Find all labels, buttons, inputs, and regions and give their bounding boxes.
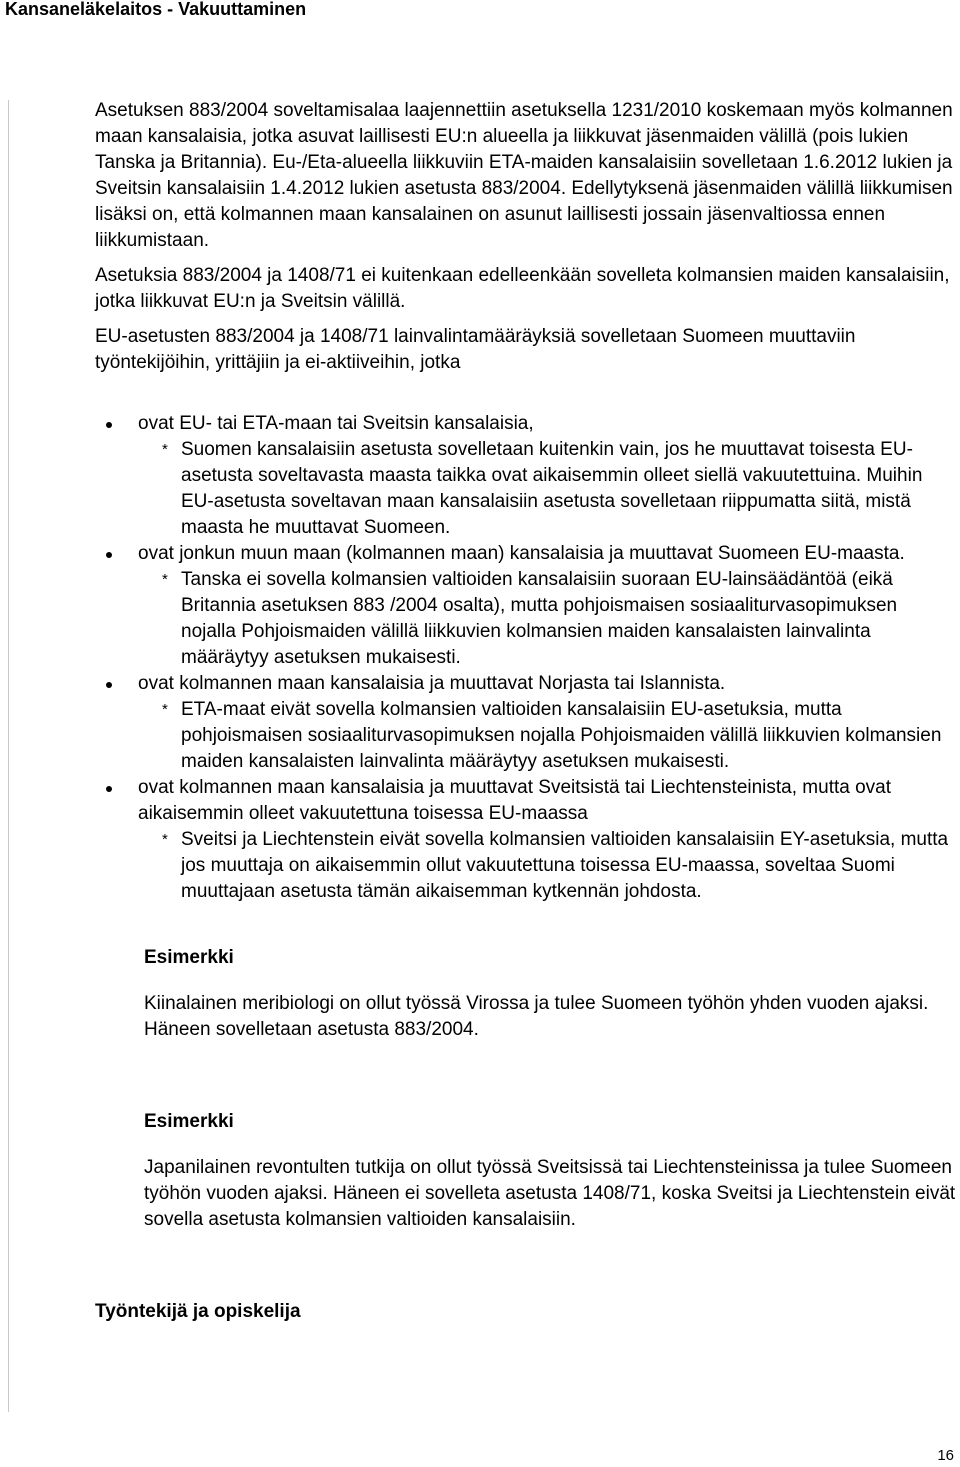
example-block <box>144 945 957 1043</box>
sub-list <box>138 437 957 541</box>
margin-rule <box>8 100 9 1412</box>
sub-list <box>138 697 957 775</box>
bullet-icon <box>106 682 112 688</box>
page-number: 16 <box>937 1447 954 1464</box>
list-item <box>95 671 957 775</box>
list-item-text: ovat jonkun muun maan (kolmannen maan) kansalaisia ja muuttavat Suomeen EU-maasta. <box>138 543 905 564</box>
page-header-title: Kansaneläkelaitos - Vakuuttaminen <box>5 0 307 19</box>
sub-list-item-text: ETA-maat eivät sovella kolmansien valtioiden kansalaisiin EU-asetuksia, mutta pohjoismaisen sosiaaliturvasopimuksen nojalla Pohjoismaiden välillä liikkuvien kolmansien maiden kansalaisten lainvalinta määräytyy asetuksen mukaisesti. <box>181 699 942 772</box>
section-heading: Työntekijä ja opiskelija <box>95 1301 301 1322</box>
bullet-icon <box>106 422 112 428</box>
sub-list-item <box>138 827 957 905</box>
asterisk-icon: * <box>162 571 168 588</box>
sub-list <box>138 827 957 905</box>
sub-list-item <box>138 567 957 671</box>
list-item <box>95 541 957 671</box>
list-item <box>95 411 957 541</box>
list-item <box>95 775 957 905</box>
asterisk-icon: * <box>162 701 168 718</box>
sub-list-item-text: Tanska ei sovella kolmansien valtioiden kansalaisiin suoraan EU-lainsäädäntöä (eikä Britannia asetuksen 883 /2004 osalta), mutta pohjoismaisen sosiaaliturvasopimuksen nojalla Pohjoismaiden välillä liikkuvien kolmansien maiden kansalaisten lainvalinta määräytyy asetuksen mukaisesti. <box>181 569 898 668</box>
example-title: Esimerkki <box>144 1111 234 1132</box>
asterisk-icon: * <box>162 831 168 848</box>
example-title: Esimerkki <box>144 947 234 968</box>
paragraph-scope: Asetuksen 883/2004 soveltamisalaa laajennettiin asetuksella 1231/2010 koskemaan myös kolmannen maan kansalaisia, jotka asuvat laillisesti EU:n alueella ja liikkuvat jäsenmaiden välillä (pois lukien Tanska ja Britannia). Eu-/Eta-alueella liikkuviin ETA-maiden kansalaisiin sovelletaan 1.6.2012 lukien ja Sveitsin kansalaisiin 1.4.2012 lukien asetusta 883/2004. Edellytyksenä jäsenmaiden välillä liikkumisen lisäksi on, että kolmannen maan kansalainen on asunut laillisesti jossain jäsenvaltiossa ennen liikkumistaan. <box>95 100 953 251</box>
list-item-text: ovat kolmannen maan kansalaisia ja muuttavat Sveitsistä tai Liechtensteinista, mutta ovat aikaisemmin olleet vakuutettuna toisessa EU-maassa <box>138 777 892 824</box>
document-body <box>95 98 957 1325</box>
asterisk-icon: * <box>162 441 168 458</box>
example-text: Japanilainen revontulten tutkija on ollut työssä Sveitsissä tai Liechtensteinissa ja tulee Suomeen työhön vuoden ajaksi. Häneen ei sovelleta asetusta 1408/71, koska Sveitsi ja Liechtenstein eivät sovella asetusta kolmansien valtioiden kansalaisiin. <box>144 1157 956 1230</box>
sub-list-item <box>138 697 957 775</box>
conditions-list <box>95 411 957 905</box>
paragraph-intro-list: EU-asetusten 883/2004 ja 1408/71 lainvalintamääräyksiä sovelletaan Suomeen muuttaviin työntekijöihin, yrittäjiin ja ei-aktiiveihin, jotka <box>95 326 856 373</box>
sub-list-item-text: Suomen kansalaisiin asetusta sovelletaan kuitenkin vain, jos he muuttavat toisesta EU-asetusta soveltavasta maasta taikka ovat aikaisemmin olleet siellä vakuutettuina. Muihin EU-asetusta soveltavan maan kansalaisiin asetusta sovelletaan riippumatta siitä, mistä maasta he muuttavat Suomeen. <box>181 439 923 538</box>
list-item-text: ovat kolmannen maan kansalaisia ja muuttavat Norjasta tai Islannista. <box>138 673 726 694</box>
list-item-text: ovat EU- tai ETA-maan tai Sveitsin kansalaisia, <box>138 413 534 434</box>
example-text: Kiinalainen meribiologi on ollut työssä Virossa ja tulee Suomeen työhön yhden vuoden ajaksi. Häneen sovelletaan asetusta 883/2004. <box>144 993 929 1040</box>
bullet-icon <box>106 786 112 792</box>
example-block <box>144 1109 957 1233</box>
paragraph-exclusion: Asetuksia 883/2004 ja 1408/71 ei kuitenkaan edelleenkään sovelleta kolmansien maiden kansalaisiin, jotka liikkuvat EU:n ja Sveitsin välillä. <box>95 265 950 312</box>
sub-list <box>138 567 957 671</box>
bullet-icon <box>106 552 112 558</box>
sub-list-item-text: Sveitsi ja Liechtenstein eivät sovella kolmansien valtioiden kansalaisiin EY-asetuksia, mutta jos muuttaja on aikaisemmin ollut vakuutettuna toisessa EU-maassa, soveltaa Suomi muuttajaan asetusta tämän aikaisemman kytkennän johdosta. <box>181 829 949 902</box>
sub-list-item <box>138 437 957 541</box>
